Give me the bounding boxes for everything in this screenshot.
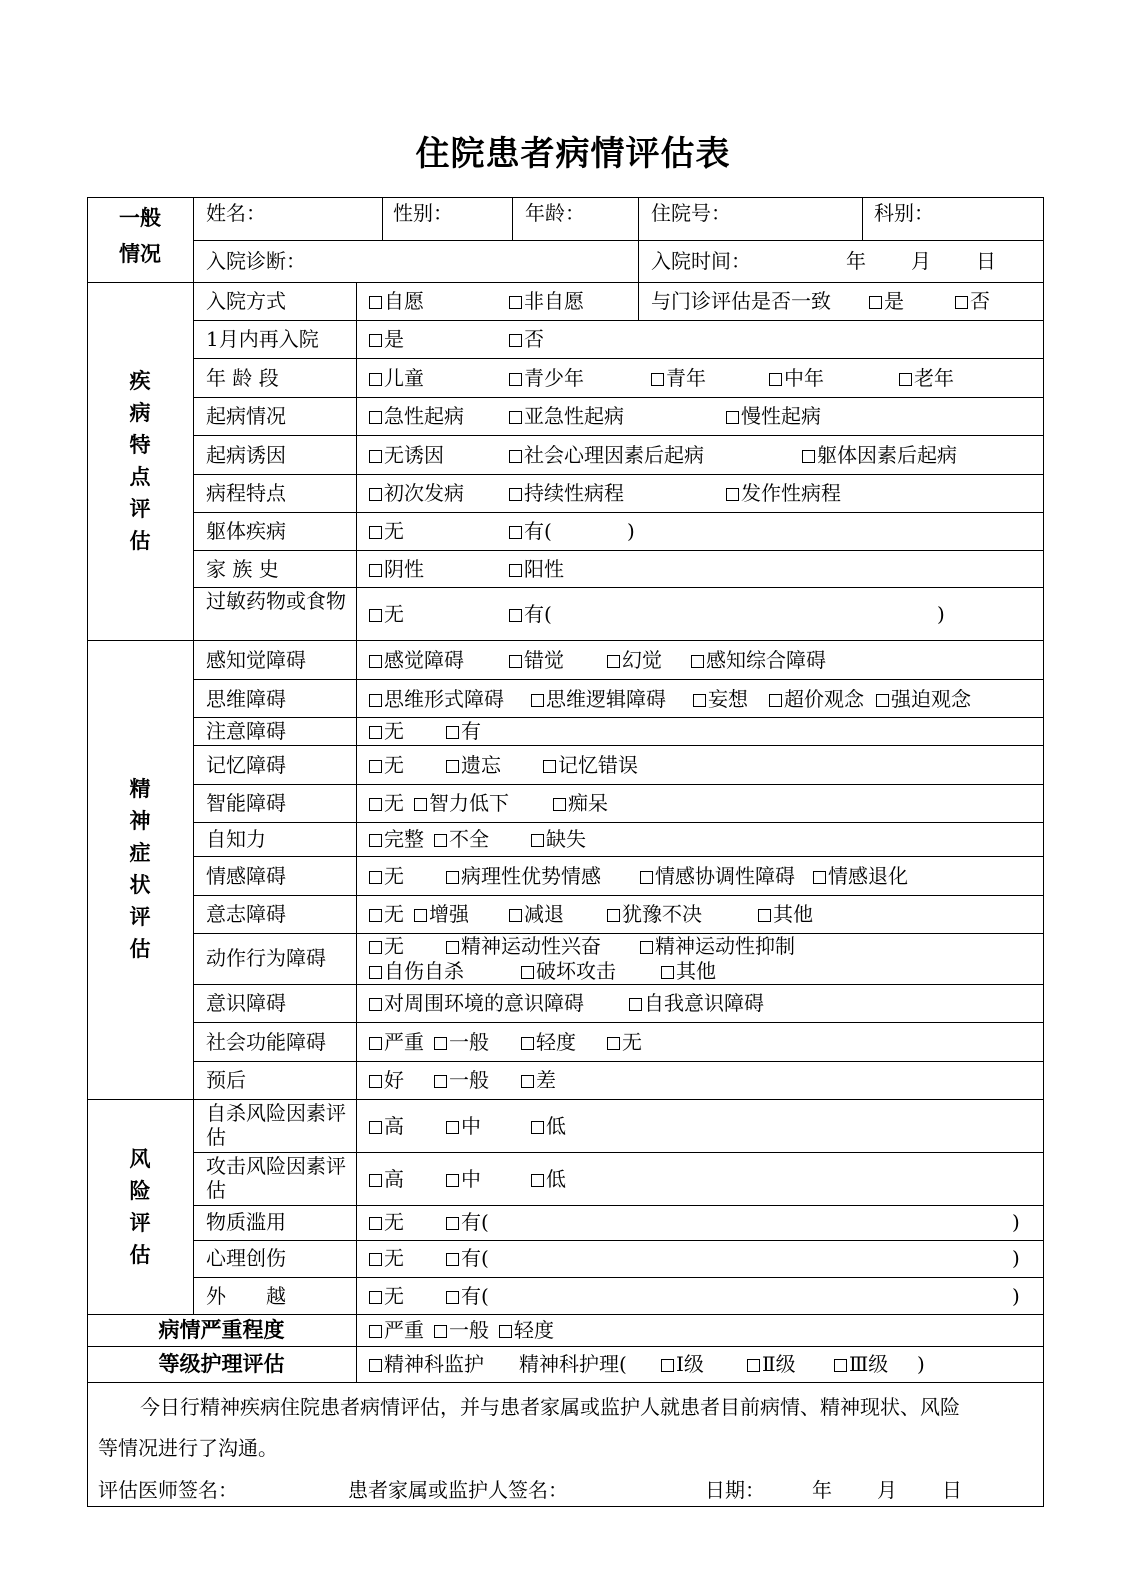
checkbox-icon [369,834,382,847]
row-label: 情感障碍 [206,864,286,888]
checkbox-icon [747,1359,760,1372]
row-label: 自杀风险因素评估 [206,1101,346,1149]
option-checkbox[interactable]: 低 [531,1167,566,1191]
option-checkbox[interactable]: 低 [531,1114,566,1138]
hospital-no-label[interactable]: 住院号： [651,201,731,225]
option-checkbox[interactable]: 阳性 [509,557,564,581]
checkbox-icon [369,450,382,463]
checkbox-icon [629,998,642,1011]
close-paren: ) [627,519,635,543]
checkbox-icon [369,564,382,577]
option-checkbox[interactable]: 精神运动性抑制 [640,934,795,958]
option-checkbox[interactable]: 对周围环境的意识障碍 [369,991,584,1015]
checkbox-icon [509,909,522,922]
divider [638,197,639,320]
option-checkbox[interactable]: 初次发病 [369,481,464,505]
row-label: 思维障碍 [206,687,286,711]
option-checkbox[interactable]: 幻觉 [607,648,662,672]
admit-time-label[interactable]: 入院时间： [651,249,751,273]
age-label[interactable]: 年龄： [525,201,585,225]
checkbox-icon [769,694,782,707]
option-checkbox[interactable]: 有 [446,719,481,743]
divider [193,745,1044,746]
option-checkbox[interactable]: 社会心理因素后起病 [509,443,704,467]
divider [193,1277,1044,1278]
checkbox-icon [543,760,556,773]
row-label: 物质滥用 [206,1210,286,1234]
close-paren: ) [1012,1210,1020,1234]
checkbox-icon [509,488,522,501]
row-label: 动作行为障碍 [206,946,326,970]
row-label: 入院方式 [206,289,286,313]
checkbox-icon [446,760,459,773]
divider [193,856,1044,857]
option-checkbox[interactable]: 青年 [651,366,706,390]
checkbox-icon [876,694,889,707]
option-checkbox[interactable]: 自伤自杀 [369,959,464,983]
divider [193,320,1044,321]
checkbox-icon [414,798,427,811]
checkbox-icon [509,296,522,309]
department-label[interactable]: 科别： [874,201,934,225]
option-checkbox[interactable]: 亚急性起病 [509,404,624,428]
page-title: 住院患者病情评估表 [415,134,731,174]
checkbox-icon [758,909,771,922]
checkbox-icon [369,871,382,884]
checkbox-icon [369,1217,382,1230]
option-checkbox[interactable]: 无 [369,1210,404,1234]
option-checkbox[interactable]: 有( [509,602,552,626]
checkbox-icon [369,726,382,739]
option-checkbox[interactable]: 是 [369,327,404,351]
checkbox-icon [434,1325,447,1338]
date-label[interactable]: 日期： [705,1478,765,1502]
close-paren: ) [917,1352,925,1376]
checkbox-icon [802,450,815,463]
checkbox-icon [499,1325,512,1338]
option-checkbox[interactable]: Ⅱ级 [747,1352,796,1376]
option-checkbox[interactable]: 情感协调性障碍 [640,864,795,888]
checkbox-icon [640,871,653,884]
divider [193,1152,1044,1153]
divider [512,197,513,240]
checkbox-icon [446,726,459,739]
checkbox-icon [369,1253,382,1266]
option-checkbox[interactable]: 急性起病 [369,404,464,428]
gender-label[interactable]: 性别： [393,201,453,225]
checkbox-icon [726,488,739,501]
divider [193,1240,1044,1241]
mental-category: 精神症状评估 [129,777,151,961]
severity-label: 病情严重程度 [158,1318,285,1342]
checkbox-icon [414,909,427,922]
checkbox-icon [369,1359,382,1372]
checkbox-icon [509,655,522,668]
checkbox-icon [607,909,620,922]
checkbox-icon [369,411,382,424]
option-checkbox[interactable]: 非自愿 [509,289,584,313]
divider [193,435,1044,436]
option-checkbox[interactable]: 严重 [369,1030,424,1054]
checkbox-icon [509,450,522,463]
option-checkbox[interactable]: 减退 [509,902,564,926]
divider [193,984,1044,985]
divider [193,822,1044,823]
option-checkbox[interactable]: 无 [369,1246,404,1270]
checkbox-icon [446,1291,459,1304]
option-checkbox[interactable]: 增强 [414,902,469,926]
divider [193,717,1044,718]
option-checkbox[interactable]: 高 [369,1167,404,1191]
option-checkbox[interactable]: 好 [369,1068,404,1092]
divider [356,282,357,1382]
checkbox-icon [369,488,382,501]
checkbox-icon [726,411,739,424]
option-checkbox[interactable]: 有( [446,1246,489,1270]
option-checkbox[interactable]: 超价观念 [769,687,864,711]
option-checkbox[interactable]: 自愿 [369,289,424,313]
checkbox-icon [531,834,544,847]
option-checkbox[interactable]: 无 [369,753,404,777]
option-checkbox[interactable]: 无 [369,902,404,926]
checkbox-icon [446,1121,459,1134]
option-checkbox[interactable]: 发作性病程 [726,481,841,505]
disease-category: 疾病特点评估 [129,369,151,553]
option-checkbox[interactable]: 无 [369,791,404,815]
option-checkbox[interactable]: 强迫观念 [876,687,971,711]
option-checkbox[interactable]: 记忆错误 [543,753,638,777]
option-checkbox[interactable]: 思维形式障碍 [369,687,504,711]
family-signature-label[interactable]: 患者家属或监护人签名： [348,1478,568,1502]
row-label: 意志障碍 [206,902,286,926]
checkbox-icon [869,296,882,309]
divider [87,1099,1044,1100]
option-checkbox[interactable]: 其他 [758,902,813,926]
option-checkbox[interactable]: 精神科监护 [369,1352,484,1376]
checkbox-icon [509,334,522,347]
row-label: 过敏药物或食物 [206,589,346,613]
checkbox-icon [369,941,382,954]
footer-statement-cont: 等情况进行了沟通。 [98,1436,278,1460]
option-checkbox[interactable]: 犹豫不决 [607,902,702,926]
divider [193,933,1044,934]
doctor-signature-label[interactable]: 评估医师签名： [98,1478,238,1502]
checkbox-icon [640,941,653,954]
checkbox-icon [369,1075,382,1088]
row-label: 外 越 [206,1284,286,1308]
option-checkbox[interactable]: 高 [369,1114,404,1138]
row-label: 年 龄 段 [206,366,279,390]
option-checkbox[interactable]: Ⅰ级 [661,1352,704,1376]
checkbox-icon [607,1037,620,1050]
nursing-subtitle: 精神科护理( [519,1352,627,1376]
checkbox-icon [369,1121,382,1134]
checkbox-icon [369,526,382,539]
checkbox-icon [369,909,382,922]
checkbox-icon [899,373,912,386]
option-checkbox[interactable]: 缺失 [531,827,586,851]
checkbox-icon [521,1075,534,1088]
checkbox-icon [369,334,382,347]
checkbox-icon [813,871,826,884]
option-checkbox[interactable]: 一般 [434,1030,489,1054]
option-checkbox[interactable]: 一般 [434,1068,489,1092]
option-checkbox[interactable]: 老年 [899,366,954,390]
checkbox-icon [769,373,782,386]
divider [193,679,1044,680]
year-label: 年 [846,249,866,273]
checkbox-icon [446,1217,459,1230]
option-checkbox[interactable]: 情感退化 [813,864,908,888]
option-checkbox[interactable]: 中年 [769,366,824,390]
checkbox-icon [446,941,459,954]
checkbox-icon [434,1037,447,1050]
option-checkbox[interactable]: 无 [607,1030,642,1054]
checkbox-icon [369,1174,382,1187]
checkbox-icon [369,760,382,773]
option-checkbox[interactable]: 不全 [434,827,489,851]
option-checkbox[interactable]: 有( [446,1284,489,1308]
month-label: 月 [911,249,931,273]
option-checkbox[interactable]: 无诱因 [369,443,444,467]
divider [193,358,1044,359]
row-label: 1月内再入院 [206,327,319,351]
row-extra-label: 与门诊评估是否一致 [651,289,831,313]
divider [193,197,194,1314]
checkbox-icon [369,1325,382,1338]
checkbox-icon [369,296,382,309]
divider [193,1022,1044,1023]
divider [87,1314,1044,1315]
option-checkbox[interactable]: 完整 [369,827,424,851]
checkbox-icon [651,373,664,386]
checkbox-icon [509,373,522,386]
checkbox-icon [369,798,382,811]
row-label: 自知力 [206,827,266,851]
checkbox-icon [834,1359,847,1372]
checkbox-icon [531,1121,544,1134]
divider [193,895,1044,896]
option-checkbox[interactable]: 有( [509,519,552,543]
option-checkbox[interactable]: 轻度 [499,1318,554,1342]
option-checkbox[interactable]: 精神运动性兴奋 [446,934,601,958]
checkbox-icon [661,1359,674,1372]
checkbox-icon [509,609,522,622]
divider [193,1061,1044,1062]
name-label[interactable]: 姓名： [206,201,266,225]
checkbox-icon [434,1075,447,1088]
divider [193,784,1044,785]
option-checkbox[interactable]: 否 [955,289,990,313]
option-checkbox[interactable]: 严重 [369,1318,424,1342]
option-checkbox[interactable]: 无 [369,934,404,958]
option-checkbox[interactable]: 轻度 [521,1030,576,1054]
divider [862,197,863,240]
row-label: 起病诱因 [206,443,286,467]
divider [382,197,383,240]
option-checkbox[interactable]: 病理性优势情感 [446,864,601,888]
option-checkbox[interactable]: 无 [369,519,404,543]
checkbox-icon [369,966,382,979]
row-label: 记忆障碍 [206,753,286,777]
checkbox-icon [509,526,522,539]
checkbox-icon [607,655,620,668]
option-checkbox[interactable]: 一般 [434,1318,489,1342]
row-label: 注意障碍 [206,719,286,743]
option-checkbox[interactable]: Ⅲ级 [834,1352,888,1376]
footer-day: 日 [942,1478,962,1502]
divider [87,1346,1044,1347]
checkbox-icon [509,411,522,424]
row-label: 病程特点 [206,481,286,505]
option-checkbox[interactable]: 否 [509,327,544,351]
close-paren: ) [1012,1284,1020,1308]
option-checkbox[interactable]: 无 [369,602,404,626]
divider [87,1382,1044,1383]
checkbox-icon [369,1291,382,1304]
checkbox-icon [446,1174,459,1187]
row-label: 家 族 史 [206,557,279,581]
general-category: 一般 情况 [119,206,161,266]
option-checkbox[interactable]: 有( [446,1210,489,1234]
checkbox-icon [693,694,706,707]
checkbox-icon [369,373,382,386]
option-checkbox[interactable]: 中 [446,1114,481,1138]
checkbox-icon [531,694,544,707]
footer-month: 月 [877,1478,897,1502]
checkbox-icon [521,966,534,979]
checkbox-icon [509,564,522,577]
divider [193,587,1044,588]
divider [193,397,1044,398]
option-checkbox[interactable]: 躯体因素后起病 [802,443,957,467]
row-label: 躯体疾病 [206,519,286,543]
option-checkbox[interactable]: 是 [869,289,904,313]
row-label: 感知觉障碍 [206,648,306,672]
option-checkbox[interactable]: 儿童 [369,366,424,390]
checkbox-icon [434,834,447,847]
option-checkbox[interactable]: 感觉障碍 [369,648,464,672]
checkbox-icon [369,609,382,622]
option-checkbox[interactable]: 青少年 [509,366,584,390]
divider [87,640,1044,641]
row-label: 起病情况 [206,404,286,428]
option-checkbox[interactable]: 无 [369,1284,404,1308]
checkbox-icon [369,1037,382,1050]
row-label: 攻击风险因素评估 [206,1154,346,1202]
divider [193,512,1044,513]
checkbox-icon [369,998,382,1011]
checkbox-icon [369,655,382,668]
option-checkbox[interactable]: 中 [446,1167,481,1191]
option-checkbox[interactable]: 其他 [661,959,716,983]
option-checkbox[interactable]: 妄想 [693,687,748,711]
checkbox-icon [661,966,674,979]
option-checkbox[interactable]: 破坏攻击 [521,959,616,983]
option-checkbox[interactable]: 差 [521,1068,556,1092]
row-label: 意识障碍 [206,991,286,1015]
checkbox-icon [531,1174,544,1187]
nursing-label: 等级护理评估 [158,1352,285,1376]
divider [193,1205,1044,1206]
footer-year: 年 [812,1478,832,1502]
option-checkbox[interactable]: 错觉 [509,648,564,672]
option-checkbox[interactable]: 自我意识障碍 [629,991,764,1015]
row-label: 社会功能障碍 [206,1030,326,1054]
footer-statement: 今日行精神疾病住院患者病情评估，并与患者家属或监护人就患者目前病情、精神现状、风险 [140,1395,960,1419]
option-checkbox[interactable]: 感知综合障碍 [691,648,826,672]
row-label: 智能障碍 [206,791,286,815]
divider [193,550,1044,551]
option-checkbox[interactable]: 痴呆 [553,791,608,815]
checkbox-icon [521,1037,534,1050]
checkbox-icon [446,871,459,884]
option-checkbox[interactable]: 思维逻辑障碍 [531,687,666,711]
option-checkbox[interactable]: 无 [369,864,404,888]
risk-category: 风险评估 [129,1147,151,1267]
assessment-form-table [87,197,1044,1507]
checkbox-icon [369,694,382,707]
option-checkbox[interactable]: 慢性起病 [726,404,821,428]
close-paren: ) [937,602,945,626]
option-checkbox[interactable]: 智力低下 [414,791,509,815]
checkbox-icon [955,296,968,309]
option-checkbox[interactable]: 无 [369,719,404,743]
checkbox-icon [446,1253,459,1266]
divider [193,240,1044,241]
divider [193,474,1044,475]
row-label: 预后 [206,1068,246,1092]
checkbox-icon [553,798,566,811]
divider [87,282,1044,283]
option-checkbox[interactable]: 持续性病程 [509,481,624,505]
option-checkbox[interactable]: 遗忘 [446,753,501,777]
option-checkbox[interactable]: 阴性 [369,557,424,581]
close-paren: ) [1012,1246,1020,1270]
diagnosis-label[interactable]: 入院诊断： [206,249,306,273]
checkbox-icon [691,655,704,668]
row-label: 心理创伤 [206,1246,286,1270]
day-label: 日 [976,249,996,273]
